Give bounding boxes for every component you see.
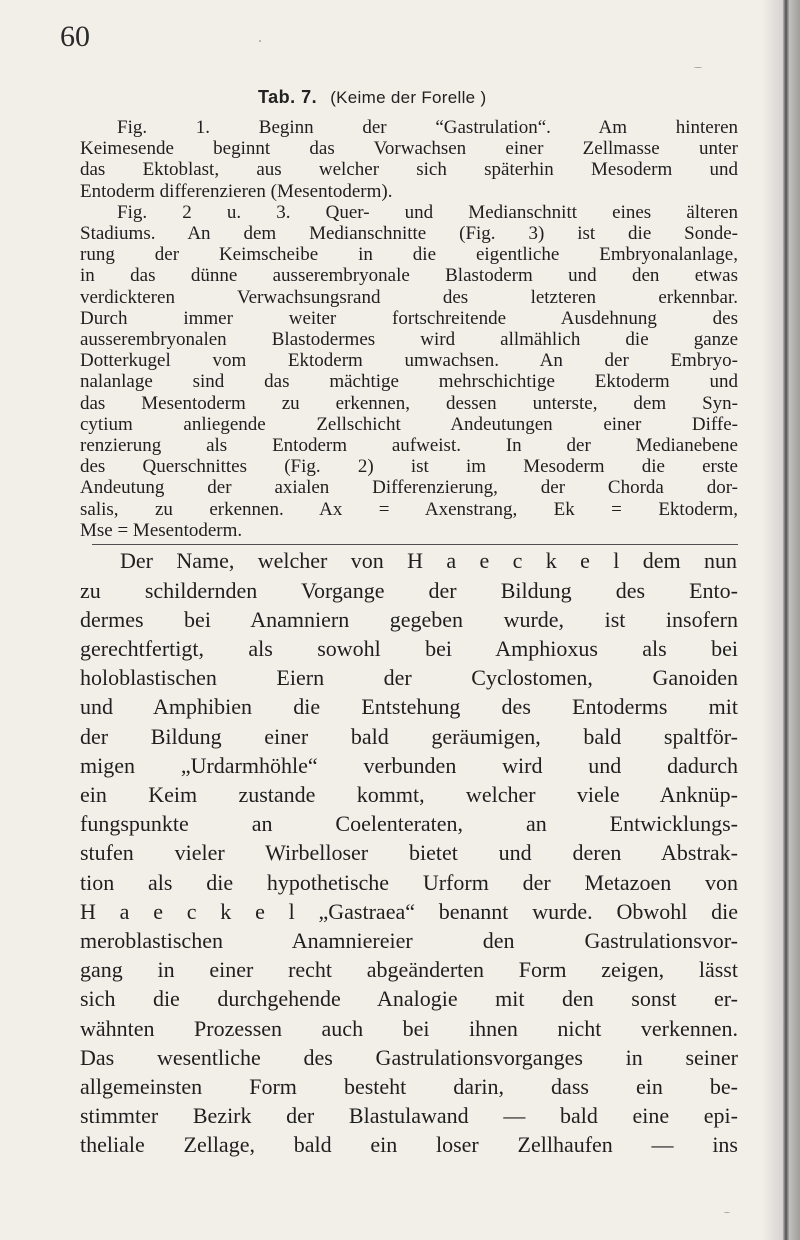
caption-line: cytium anliegende Zellschicht Andeutungen einer Diffe- bbox=[80, 414, 738, 435]
caption-line: Entoderm differenzieren (Mesentoderm). bbox=[80, 181, 393, 202]
body-line: dermes bei Anamniern gegeben wurde, ist insofern bbox=[80, 607, 738, 632]
plate-subtitle: (Keime der Forelle ) bbox=[330, 88, 487, 107]
body-line: holoblastischen Eiern der Cyclostomen, Ganoiden bbox=[80, 665, 738, 690]
caption-line: Fig. 2 u. 3. Quer- und Medianschnitt eines älteren bbox=[117, 202, 738, 223]
caption-line: verdickteren Verwachsungsrand des letzteren erkennbar. bbox=[80, 287, 738, 308]
caption-line: Keimesende beginnt das Vorwachsen einer Zellmasse unter bbox=[80, 138, 738, 159]
caption-line: rung der Keimscheibe in die eigentliche Embryonalanlage, bbox=[80, 244, 738, 265]
caption-line: Dotterkugel vom Ektoderm umwachsen. An der Embryo- bbox=[80, 350, 738, 371]
caption-line: in das dünne ausserembryonale Blastoderm und den etwas bbox=[80, 265, 738, 286]
scan-speck bbox=[694, 67, 702, 68]
body-line: zu schildernden Vorgange der Bildung des Ento- bbox=[80, 578, 738, 603]
page-edge-shadow bbox=[762, 0, 800, 1240]
body-line: Der Name, welcher von H a e c k e l dem nun bbox=[120, 548, 737, 573]
caption-line: des Querschnittes (Fig. 2) ist im Mesoderm die erste bbox=[80, 456, 738, 477]
caption-divider bbox=[92, 544, 738, 545]
body-line: und Amphibien die Entstehung des Entoderms mit bbox=[80, 694, 738, 719]
page-number: 60 bbox=[60, 20, 90, 53]
page-edge-line bbox=[783, 0, 789, 1240]
scan-speck bbox=[724, 1212, 730, 1213]
body-line: fungspunkte an Coelenteraten, an Entwicklungs- bbox=[80, 811, 738, 836]
body-line: sich die durchgehende Analogie mit den sonst er- bbox=[80, 986, 738, 1011]
caption-line: Fig. 1. Beginn der “Gastrulation“. Am hinteren bbox=[117, 117, 738, 138]
caption-line: das Ektoblast, aus welcher sich späterhin Mesoderm und bbox=[80, 159, 738, 180]
caption-line: nalanlage sind das mächtige mehrschichtige Ektoderm und bbox=[80, 371, 738, 392]
caption-line: Durch immer weiter fortschreitende Ausdehnung des bbox=[80, 308, 738, 329]
caption-line: das Mesentoderm zu erkennen, dessen unterste, dem Syn- bbox=[80, 393, 738, 414]
body-line: gerechtfertigt, als sowohl bei Amphioxus als bei bbox=[80, 636, 738, 661]
scan-speck bbox=[259, 40, 261, 42]
body-line: migen „Urdarmhöhle“ verbunden wird und dadurch bbox=[80, 753, 738, 778]
caption-line: Stadiums. An dem Medianschnitte (Fig. 3) ist die Sonde- bbox=[80, 223, 738, 244]
body-line: tion als die hypothetische Urform der Metazoen von bbox=[80, 870, 738, 895]
plate-title bbox=[258, 88, 486, 106]
body-line: stufen vieler Wirbelloser bietet und deren Abstrak- bbox=[80, 840, 738, 865]
caption-line: ausserembryonalen Blastodermes wird allmählich die ganze bbox=[80, 329, 738, 350]
body-line: der Bildung einer bald geräumigen, bald spaltför- bbox=[80, 724, 738, 749]
plate-label: Tab. 7. bbox=[258, 87, 318, 107]
body-line: H a e c k e l „Gastraea“ benannt wurde. Obwohl die bbox=[80, 899, 738, 924]
caption-line: renzierung als Entoderm aufweist. In der Medianebene bbox=[80, 435, 738, 456]
body-line: gang in einer recht abgeänderten Form zeigen, lässt bbox=[80, 957, 738, 982]
body-line: allgemeinsten Form besteht darin, dass ein be- bbox=[80, 1074, 738, 1099]
body-line: ein Keim zustande kommt, welcher viele Anknüp- bbox=[80, 782, 738, 807]
body-line: meroblastischen Anamniereier den Gastrulationsvor- bbox=[80, 928, 738, 953]
body-line: stimmter Bezirk der Blastulawand — bald eine epi- bbox=[80, 1103, 738, 1128]
caption-line: Andeutung der axialen Differenzierung, der Chorda dor- bbox=[80, 477, 738, 498]
body-line: wähnten Prozessen auch bei ihnen nicht verkennen. bbox=[80, 1016, 738, 1041]
body-line: Das wesentliche des Gastrulationsvorganges in seiner bbox=[80, 1045, 738, 1070]
body-line: theliale Zellage, bald ein loser Zellhaufen — ins bbox=[80, 1132, 738, 1157]
caption-line: Mse = Mesentoderm. bbox=[80, 520, 243, 541]
caption-line: salis, zu erkennen. Ax = Axenstrang, Ek = Ektoderm, bbox=[80, 499, 738, 520]
